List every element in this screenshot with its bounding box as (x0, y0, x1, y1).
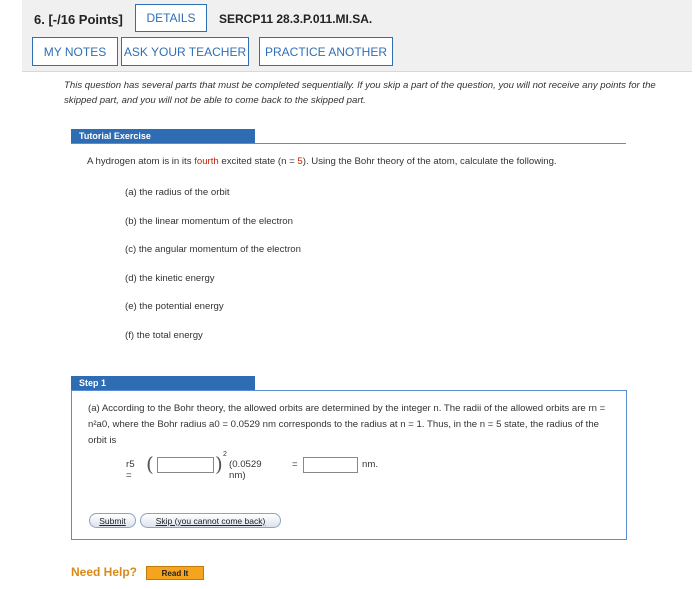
practice-another-button[interactable]: PRACTICE ANOTHER (259, 37, 393, 66)
my-notes-button[interactable]: MY NOTES (32, 37, 118, 66)
read-it-button[interactable]: Read It (146, 566, 204, 580)
ask-teacher-button[interactable]: ASK YOUR TEACHER (121, 37, 249, 66)
part-d: (d) the kinetic energy (125, 273, 215, 284)
part-e: (e) the potential energy (125, 301, 224, 312)
submit-button[interactable]: Submit (89, 513, 136, 528)
details-button[interactable]: DETAILS (135, 4, 207, 32)
exponent: 2 (223, 451, 227, 458)
radius-answer-input[interactable] (303, 457, 358, 473)
skip-button[interactable]: Skip (you cannot come back) (140, 513, 281, 528)
need-help-label: Need Help? (71, 565, 138, 579)
equation-lhs: r5 = (126, 459, 135, 481)
tutorial-title: Tutorial Exercise (71, 129, 255, 143)
question-code: SERCP11 28.3.P.011.MI.SA. (219, 12, 373, 26)
step-text: (a) According to the Bohr theory, the allowed orbits are determined by the integer n. The radii of the allowed orbits are rn = n²a0, where the Bohr radius a0 = 0.0529 nm corresponds to the radius at n = 1. Thus, in the n = 5 state, the radius of the orbit is (88, 403, 606, 446)
tutorial-divider (71, 143, 626, 144)
n-value: 5 (297, 156, 303, 167)
highlight-word: fourth (194, 156, 219, 167)
points-label: [-/16 Points] (48, 12, 123, 27)
close-paren: ) (215, 452, 223, 476)
open-paren: ( (146, 452, 154, 476)
part-b: (b) the linear momentum of the electron (125, 216, 293, 227)
n-answer-input[interactable] (157, 457, 214, 473)
unit-label: nm. (362, 459, 378, 470)
part-c: (c) the angular momentum of the electron (125, 244, 301, 255)
intro-text: This question has several parts that must be completed sequentially. If you skip a part of the question, you will not receive any points for the skipped part, and you will not be able to come back to the skipped part. (64, 80, 656, 106)
part-a: (a) the radius of the orbit (125, 187, 230, 198)
bohr-factor: (0.0529 nm) (229, 459, 262, 481)
equals-sign: = (292, 459, 298, 470)
step-title: Step 1 (71, 376, 255, 390)
problem-statement: A hydrogen atom is in its fourth excited state (n = 5). Using the Bohr theory of the atom, calculate the following. (87, 156, 557, 167)
part-f: (f) the total energy (125, 330, 203, 341)
question-number: 6. [-/16 Points] (34, 12, 123, 27)
question-header (22, 0, 692, 72)
